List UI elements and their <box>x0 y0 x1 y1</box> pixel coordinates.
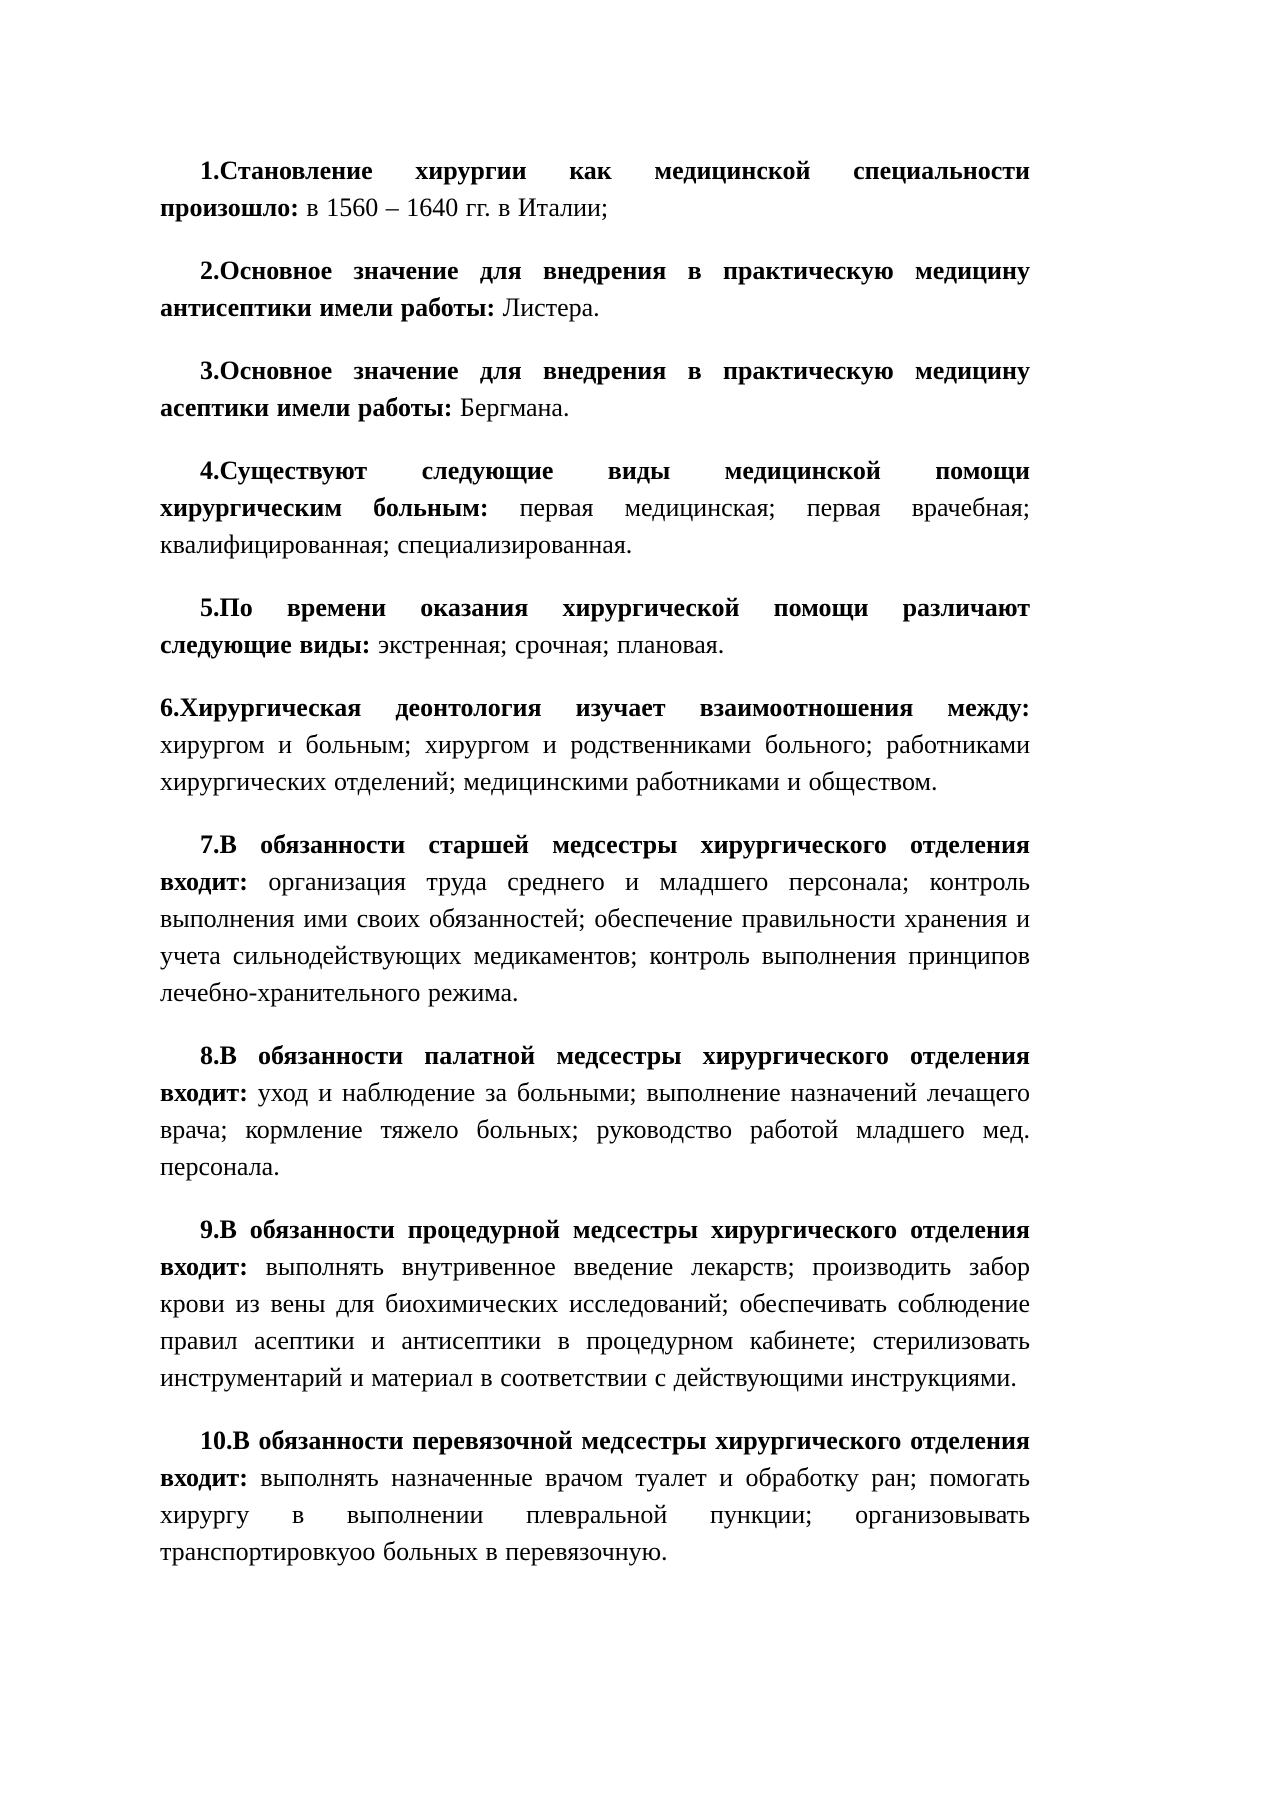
paragraph-lead: 9.В обязанности процедурной медсестры хирургического отделения входит: <box>160 1215 1030 1281</box>
paragraph-lead: 10.В обязанности перевязочной медсестры хирургического отделения входит: <box>160 1426 1030 1492</box>
document-content <box>160 152 1030 1570</box>
paragraph <box>160 452 1030 563</box>
paragraph <box>160 352 1030 426</box>
paragraph-body: Листера. <box>495 293 600 322</box>
paragraph <box>160 826 1030 1011</box>
paragraph-body: Бергмана. <box>452 393 570 422</box>
paragraph-body: в 1560 – 1640 гг. в Италии; <box>298 193 609 222</box>
paragraph-lead: 4.Существуют следующие виды медицинской помощи хирургическим больным: <box>160 456 1030 522</box>
paragraph-lead: 7.В обязанности старшей медсестры хирургического отделения входит: <box>160 830 1030 896</box>
paragraph-lead: 6.Хирургическая деонтология изучает взаимоотношения между: <box>160 693 1030 722</box>
paragraph <box>160 589 1030 663</box>
paragraph <box>160 1037 1030 1185</box>
paragraph-lead: 8.В обязанности палатной медсестры хирургического отделения входит: <box>160 1041 1030 1107</box>
paragraph-body: уход и наблюдение за больными; выполнение назначений лечащего врача; кормление тяжело больных; руководство работой младшего мед. персонала. <box>160 1078 1030 1181</box>
paragraph <box>160 689 1030 800</box>
paragraph-body: первая медицинская; первая врачебная; квалифицированная; специализированная. <box>160 493 1030 559</box>
paragraph <box>160 1211 1030 1396</box>
paragraph-body: выполнять внутривенное введение лекарств; производить забор крови из вены для биохимических исследований; обеспечивать соблюдение правил асептики и антисептики в процедурном кабинете; стерилизовать инструментарий и материал в соответствии с действующими инструкциями. <box>160 1252 1030 1392</box>
paragraph-lead: 3.Основное значение для внедрения в практическую медицину асептики имели работы: <box>160 356 1030 422</box>
paragraph <box>160 252 1030 326</box>
paragraph <box>160 152 1030 226</box>
paragraph-body: экстренная; срочная; плановая. <box>370 630 725 659</box>
paragraph <box>160 1422 1030 1570</box>
paragraph-body: организация труда среднего и младшего персонала; контроль выполнения ими своих обязанностей; обеспечение правильности хранения и учета сильнодействующих медикаментов; контроль выполнения принципов лечебно-хранительного режима. <box>160 867 1030 1007</box>
paragraph-body: хирургом и больным; хирургом и родственниками больного; работниками хирургических отделений; медицинскими работниками и обществом. <box>160 730 1030 796</box>
paragraph-body: выполнять назначенные врачом туалет и обработку ран; помогать хирургу в выполнении плевральной пункции; организовывать транспортировкуоо больных в перевязочную. <box>160 1463 1030 1566</box>
paragraph-lead: 1.Становление хирургии как медицинской специальности произошло: <box>160 156 1030 222</box>
paragraph-lead: 2.Основное значение для внедрения в практическую медицину антисептики имели работы: <box>160 256 1030 322</box>
paragraph-lead: 5.По времени оказания хирургической помощи различают следующие виды: <box>160 593 1030 659</box>
